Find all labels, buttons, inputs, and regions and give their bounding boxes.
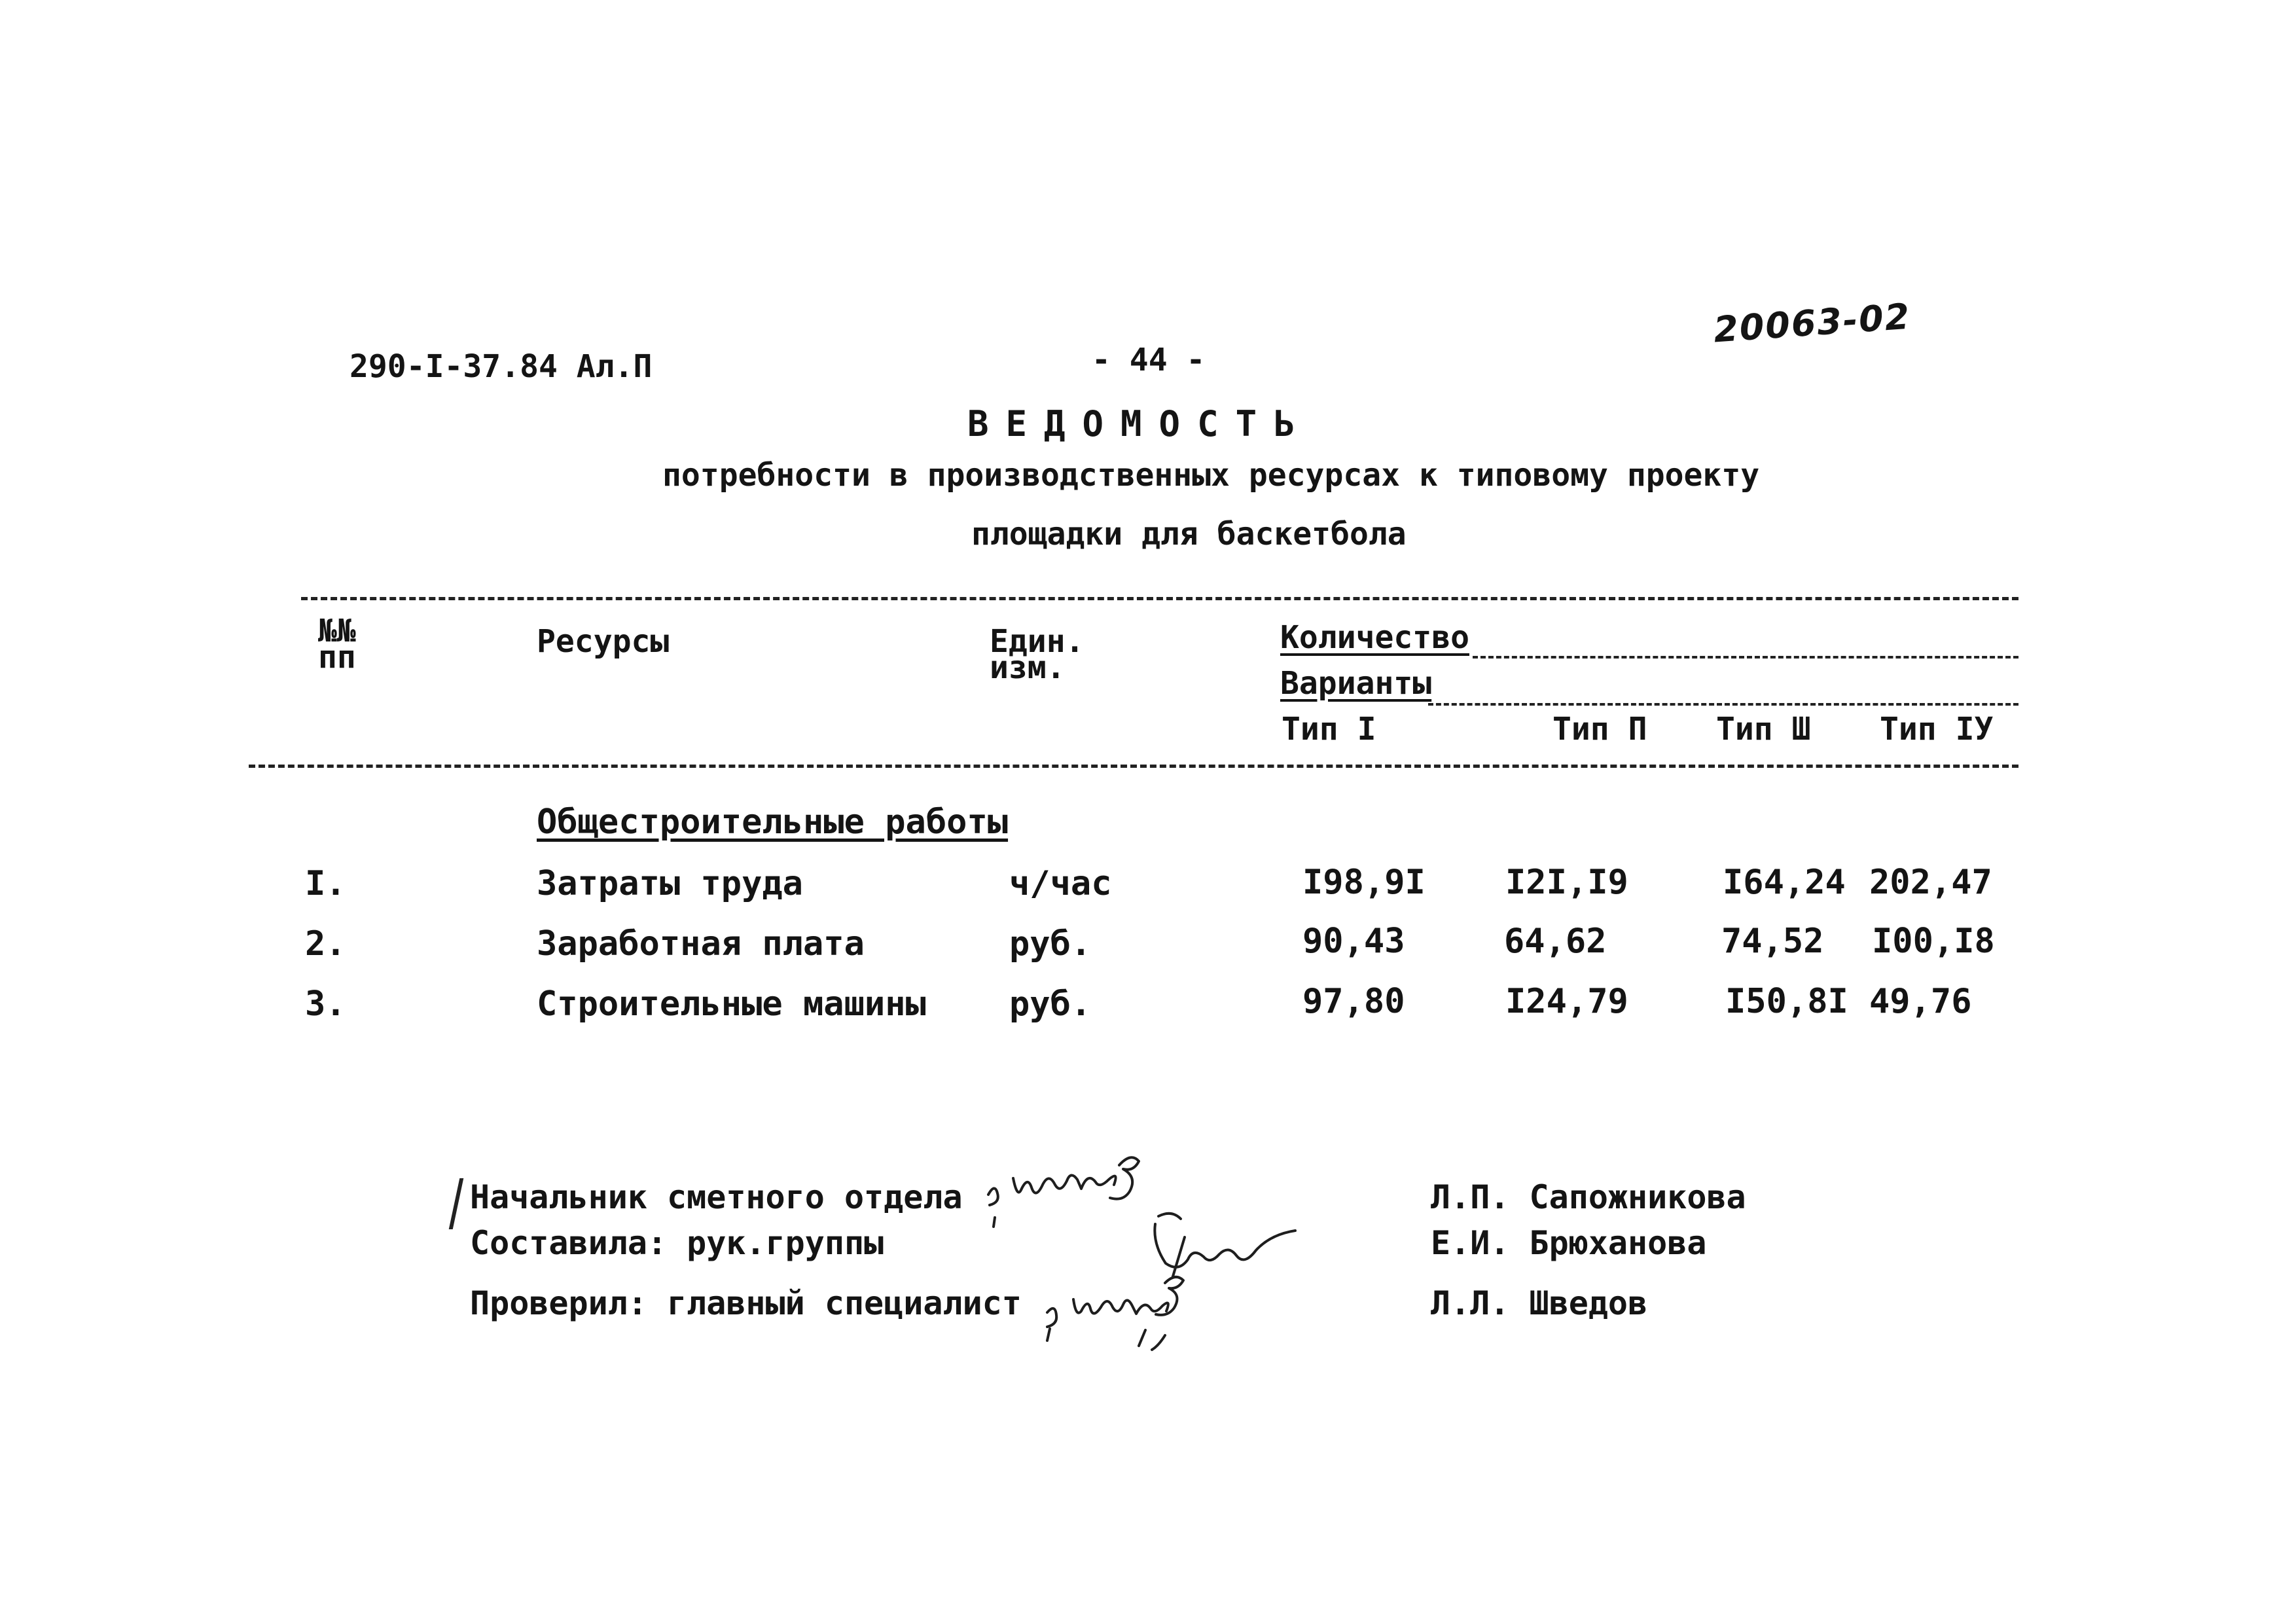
row-2-type-3: 74,52 [1721, 922, 1824, 961]
column-header-type-4: Тип IУ [1880, 711, 1994, 748]
signature-role-1: Начальник сметного отдела [470, 1178, 963, 1216]
row-3-type-4: 49,76 [1869, 982, 1972, 1021]
section-title: Общестроительные работы [537, 803, 1009, 842]
row-1-number: I. [305, 864, 346, 903]
row-2-number: 2. [305, 924, 346, 964]
signature-name-3: Л.Л. Шведов [1431, 1284, 1648, 1322]
row-2-type-1: 90,43 [1302, 922, 1405, 961]
page-number: - 44 - [1092, 342, 1206, 378]
column-header-variants: Варианты [1280, 665, 1432, 702]
column-header-type-3: Тип Ш [1716, 711, 1811, 748]
row-1-type-1: I98,9I [1302, 863, 1426, 902]
row-3-resource: Строительные машины [537, 984, 926, 1024]
document-subtitle-line1: потребности в производственных ресурсах к типовому проекту [662, 457, 1760, 494]
column-header-number: №№ пп [318, 613, 356, 676]
row-1-type-2: I2I,I9 [1505, 863, 1628, 902]
column-header-unit: Един. изм. [990, 623, 1085, 686]
row-2-type-4: I00,I8 [1872, 922, 1995, 961]
signature-name-2: Е.И. Брюханова [1431, 1224, 1707, 1262]
row-3-type-3: I50,8I [1725, 982, 1848, 1021]
handwritten-signature-icon [969, 1139, 1388, 1388]
row-1-unit: ч/час [1009, 864, 1112, 903]
margin-mark [449, 1178, 464, 1229]
signature-role-3: Проверил: главный специалист [470, 1284, 1022, 1322]
column-header-type-1: Тип I [1282, 711, 1376, 748]
row-3-number: 3. [305, 984, 346, 1024]
column-header-resources: Ресурсы [537, 623, 670, 660]
row-2-unit: руб. [1009, 924, 1092, 964]
table-header-bottom-rule [249, 765, 2018, 768]
column-header-quantity: Количество [1280, 619, 1469, 656]
row-2-resource: Заработная плата [537, 924, 865, 964]
row-1-type-4: 202,47 [1869, 863, 1992, 902]
document-subtitle-line2: площадки для баскетбола [971, 516, 1407, 552]
column-header-type-2: Тип П [1552, 711, 1647, 748]
quantity-rule [1473, 656, 2018, 659]
signature-role-2: Составила: рук.группы [470, 1224, 884, 1262]
document-code: 290-I-37.84 Ал.П [350, 348, 653, 385]
row-1-type-3: I64,24 [1723, 863, 1846, 902]
signature-name-1: Л.П. Сапожникова [1431, 1178, 1746, 1216]
archive-number: 20063-02 [1712, 295, 1912, 351]
row-1-resource: Затраты труда [537, 864, 803, 903]
row-3-type-2: I24,79 [1505, 982, 1628, 1021]
table-top-rule [301, 597, 2018, 600]
variants-rule [1428, 703, 2018, 706]
row-3-type-1: 97,80 [1302, 982, 1405, 1021]
row-2-type-2: 64,62 [1504, 922, 1607, 961]
row-3-unit: руб. [1009, 984, 1092, 1024]
document-title: ВЕДОМОСТЬ [967, 403, 1312, 444]
